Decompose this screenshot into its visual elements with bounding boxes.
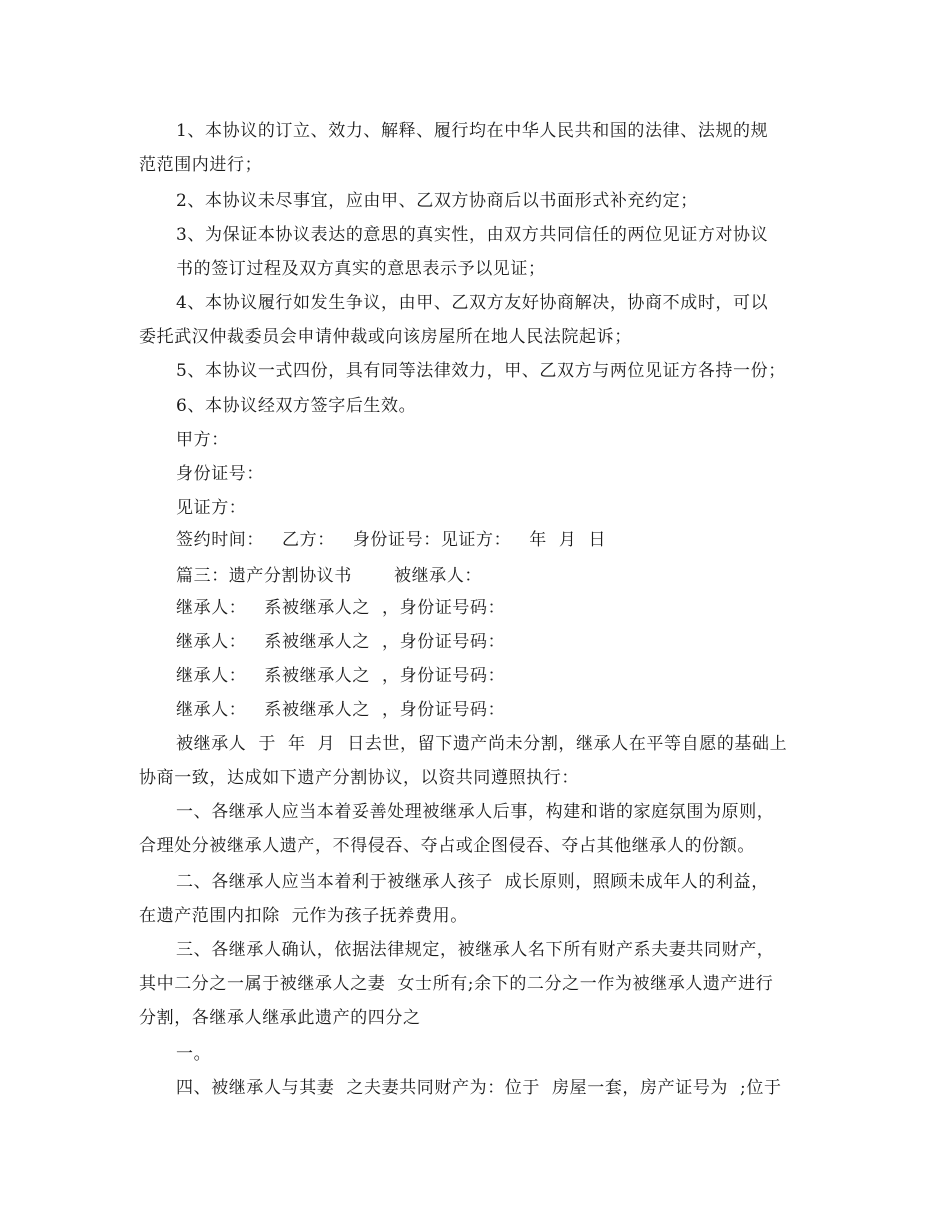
paragraph-line: 委托武汉仲裁委员会申请仲裁或向该房屋所在地人民法院起诉； [139, 327, 632, 347]
paragraph-line: 三、各继承人确认，依据法律规定，被继承人名下所有财产系夫妻共同财产， [176, 940, 775, 960]
paragraph-line: 一、各继承人应当本着妥善处理被继承人后事，构建和谐的家庭氛围为原则， [176, 802, 775, 822]
paragraph-line: 其中二分之一属于被继承人之妻 女士所有;余下的二分之一作为被继承人遗产进行 [139, 974, 774, 994]
paragraph-line: 二、各继承人应当本着利于被继承人孩子 成长原则，照顾未成年人的利益， [176, 872, 769, 892]
heir-line: 继承人： 系被继承人之 ，身份证号码： [176, 700, 506, 720]
signature-field-label: 见证方： [176, 498, 247, 518]
paragraph-line: 一。 [176, 1044, 212, 1064]
paragraph-line: 合理处分被继承人遗产，不得侵吞、夺占或企图侵吞、夺占其他继承人的份额。 [139, 836, 755, 856]
paragraph-line: 被继承人 于 年 月 日去世，留下遗产尚未分割，继承人在平等自愿的基础上 [176, 734, 788, 754]
heir-line: 继承人： 系被继承人之 ，身份证号码： [176, 598, 506, 618]
paragraph-line: 5、本协议一式四份，具有同等法律效力，甲、乙双方与两位见证方各持一份； [176, 361, 786, 381]
paragraph-line: 1、本协议的订立、效力、解释、履行均在中华人民共和国的法律、法规的规 [176, 121, 769, 141]
paragraph-line: 4、本协议履行如发生争议，由甲、乙双方友好协商解决，协商不成时，可以 [176, 293, 769, 313]
paragraph-line: 范范围内进行； [139, 155, 263, 175]
paragraph-line: 6、本协议经双方签字后生效。 [176, 396, 417, 416]
paragraph-line: 2、本协议未尽事宜，应由甲、乙双方协商后以书面形式补充约定； [176, 191, 698, 211]
paragraph-line: 协商一致，达成如下遗产分割协议，以资共同遵照执行： [139, 768, 579, 788]
paragraph-line: 分割，各继承人继承此遗产的四分之 [139, 1008, 421, 1028]
signature-field-label: 身份证号： [176, 464, 264, 484]
signature-field-label: 签约时间： 乙方： 身份证号：见证方： 年 月 日 [176, 530, 607, 550]
signature-field-label: 甲方： [176, 430, 229, 450]
heir-line: 继承人： 系被继承人之 ，身份证号码： [176, 666, 506, 686]
paragraph-line: 3、为保证本协议表达的意思的真实性，由双方共同信任的两位见证方对协议 [176, 225, 769, 245]
paragraph-line: 在遗产范围内扣除 元作为孩子抚养费用。 [139, 906, 468, 926]
heir-line: 继承人： 系被继承人之 ，身份证号码： [176, 632, 506, 652]
paragraph-line: 书的签订过程及双方真实的意思表示予以见证； [176, 259, 546, 279]
section-heading: 篇三：遗产分割协议书 被继承人： [176, 566, 483, 586]
paragraph-line: 四、被继承人与其妻 之夫妻共同财产为：位于 房屋一套，房产证号为 ;位于 [176, 1078, 782, 1098]
